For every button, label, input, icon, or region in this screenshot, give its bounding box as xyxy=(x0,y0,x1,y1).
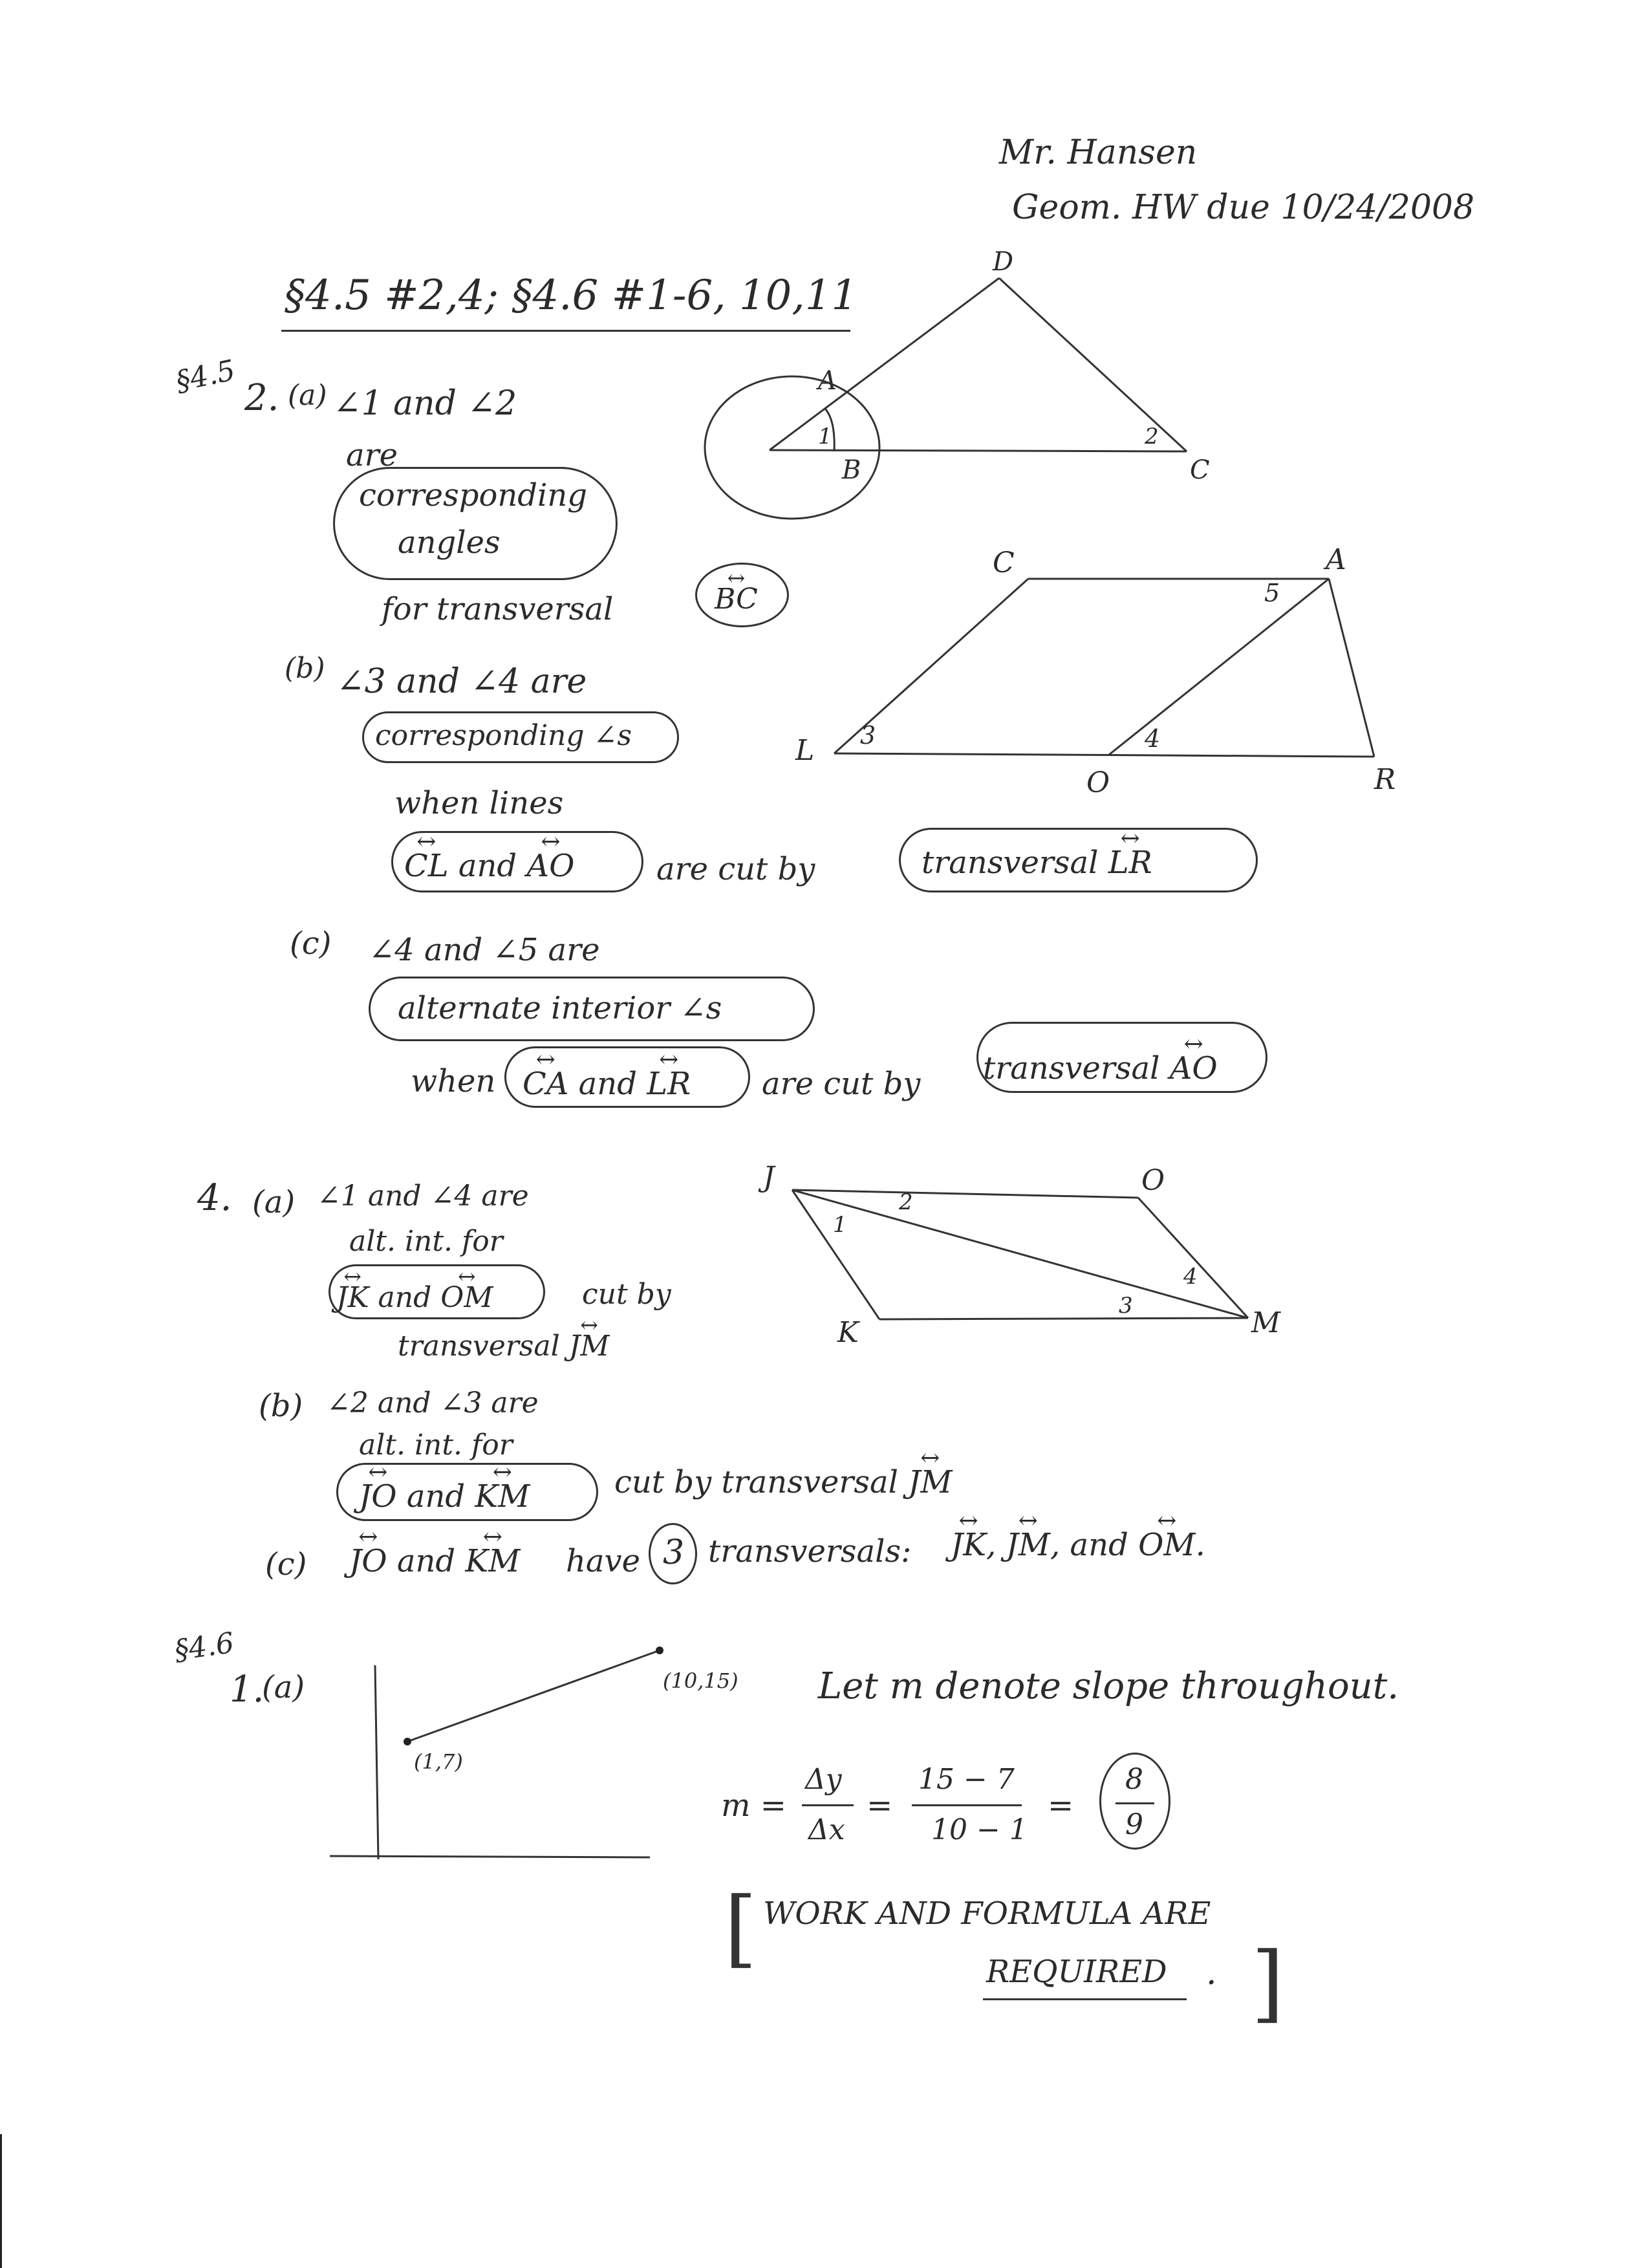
line-arrow-om: ↔ OM xyxy=(1138,1529,1196,1561)
problem-2a-line-bc xyxy=(715,585,758,614)
label-o: O xyxy=(1141,1164,1165,1197)
problem-2a-label: (a) xyxy=(288,379,327,412)
label-angle-2: 2 xyxy=(1145,424,1159,449)
segment-jk xyxy=(792,1190,879,1319)
line-arrow-jk: ↔ JK xyxy=(336,1284,369,1312)
label-a: A xyxy=(818,366,837,396)
problem-2b-transversal xyxy=(921,845,1152,881)
label-point-10-15: (10,15) xyxy=(663,1669,738,1693)
label-angle-1: 1 xyxy=(818,424,832,449)
label-angle-3: 3 xyxy=(1119,1293,1133,1319)
and-word: and xyxy=(378,1281,432,1314)
problem-4c-list: ↔ JK, ↔ JM, and ↔ OM. xyxy=(951,1529,1205,1561)
line-arrow-jm: ↔ JM xyxy=(1006,1529,1050,1561)
point-1-7 xyxy=(404,1738,411,1745)
problem-1a-label: (a) xyxy=(262,1669,305,1705)
label-j: J xyxy=(763,1161,775,1194)
slope-answer-denominator: 9 xyxy=(1125,1808,1143,1841)
fraction-bar-1 xyxy=(802,1804,854,1806)
line-arrow-lr: ↔ LR xyxy=(1108,847,1152,878)
label-angle-4: 4 xyxy=(1183,1264,1198,1290)
problem-4-number: 4. xyxy=(197,1177,232,1219)
segment-ad xyxy=(770,278,999,450)
problem-4b-lines xyxy=(359,1478,530,1515)
transversal-word: transversal xyxy=(983,1050,1160,1086)
line-arrow-jk: ↔ JK xyxy=(951,1529,986,1561)
slope-answer-numerator: 8 xyxy=(1125,1763,1143,1796)
cut-by-transversal: cut by transversal xyxy=(614,1464,898,1500)
circle xyxy=(705,376,879,519)
problem-4a-cut-by: cut by xyxy=(582,1278,671,1311)
line-arrow-jo: ↔ JO xyxy=(349,1546,387,1577)
requirement-period: . xyxy=(1206,1954,1217,1993)
line-arrow-ca: ↔ CA xyxy=(523,1068,568,1099)
figure-parallelogram xyxy=(757,1158,1326,1371)
problem-4c-label: (c) xyxy=(265,1546,307,1582)
problem-2-number: 2. xyxy=(244,377,279,419)
segment-bc xyxy=(770,450,1187,451)
label-b: B xyxy=(842,455,861,485)
slope-equals-1: = xyxy=(867,1787,893,1824)
label-angle-1: 1 xyxy=(833,1212,847,1238)
problem-1-number: 1. xyxy=(230,1669,264,1711)
line-arrow-km: ↔ KM xyxy=(465,1546,520,1577)
problem-4b-cut-by xyxy=(614,1464,953,1500)
label-m: M xyxy=(1251,1306,1281,1339)
assignment-title: §4.5 #2,4; §4.6 #1-6, 10,11 xyxy=(285,272,858,319)
label-o: O xyxy=(1086,766,1110,799)
slope-note: Let m denote slope throughout. xyxy=(818,1665,1399,1707)
course-due-date: Geom. HW due 10/24/2008 xyxy=(1012,188,1475,227)
problem-2c-label: (c) xyxy=(290,925,332,962)
requirement-line1: WORK AND FORMULA ARE xyxy=(763,1895,1211,1932)
figure-circle-triangle xyxy=(698,246,1280,504)
and-word: and xyxy=(578,1066,637,1102)
label-a: A xyxy=(1326,543,1346,576)
problem-4c-have: have xyxy=(566,1543,641,1579)
problem-2b-label: (b) xyxy=(285,652,325,685)
label-r: R xyxy=(1374,763,1396,796)
line-arrow-km: ↔ KM xyxy=(475,1481,530,1512)
problem-2a-are: are xyxy=(346,437,398,473)
problem-2c-cut-by: are cut by xyxy=(762,1066,921,1102)
and-word: and xyxy=(1070,1527,1128,1563)
slope-equals-2: = xyxy=(1048,1787,1074,1824)
problem-2b-text: ∠3 and ∠4 are xyxy=(336,662,587,701)
transversal-word: transversal xyxy=(398,1330,560,1363)
x-axis xyxy=(330,1856,650,1857)
segment-oa xyxy=(1109,579,1329,755)
and-word: and xyxy=(458,848,517,884)
problem-2a-answer-line1: corresponding xyxy=(359,477,587,513)
problem-2a-for-transversal: for transversal xyxy=(382,591,614,627)
problem-4a-transversal xyxy=(398,1332,609,1361)
teacher-name: Mr. Hansen xyxy=(999,133,1198,172)
problem-2c-lines xyxy=(523,1066,691,1102)
problem-2a-answer-line2: angles xyxy=(398,524,501,561)
problem-4a-text: ∠1 and ∠4 are xyxy=(317,1180,529,1213)
slope-dx: Δx xyxy=(808,1813,845,1846)
line-arrow-lr: ↔ LR xyxy=(647,1068,691,1099)
slope-dy: Δy xyxy=(805,1763,842,1796)
line-arrow-ao: ↔ AO xyxy=(526,850,574,881)
problem-2c-answer: alternate interior ∠s xyxy=(398,990,722,1026)
label-k: K xyxy=(837,1316,859,1349)
problem-4a-sub: alt. int. for xyxy=(349,1225,503,1258)
problem-4b-text: ∠2 and ∠3 are xyxy=(327,1387,539,1420)
problem-4b-label: (b) xyxy=(259,1388,303,1424)
line-arrow-ao: ↔ AO xyxy=(1170,1053,1218,1084)
problem-4c-lines xyxy=(349,1543,521,1579)
label-d: D xyxy=(993,247,1014,277)
problem-2c-transversal xyxy=(983,1050,1218,1086)
problem-4b-sub: alt. int. for xyxy=(359,1429,513,1462)
segment-points xyxy=(407,1650,660,1742)
figure-coordinate-graph xyxy=(323,1636,738,1869)
segment-jo xyxy=(792,1190,1138,1198)
section-4-5-label: §4.5 xyxy=(173,354,239,399)
segment-ar xyxy=(1329,579,1374,757)
problem-2b-lines xyxy=(404,848,575,884)
label-angle-4: 4 xyxy=(1145,724,1161,753)
problem-4a-label: (a) xyxy=(252,1184,296,1220)
problem-2b-answer: corresponding ∠s xyxy=(375,719,632,752)
and-word: and xyxy=(396,1543,456,1579)
label-angle-5: 5 xyxy=(1264,579,1280,607)
problem-4c-transversals: transversals: xyxy=(708,1533,912,1570)
line-arrow-om: ↔ OM xyxy=(440,1284,493,1312)
problem-2b-when-lines: when lines xyxy=(394,785,564,821)
label-angle-3: 3 xyxy=(860,721,876,750)
line-arrow-cl: ↔ CL xyxy=(404,850,449,881)
requirement-line2: REQUIRED xyxy=(986,1954,1167,1990)
problem-4c-count: 3 xyxy=(663,1533,685,1572)
label-c: C xyxy=(993,546,1015,579)
required-underline xyxy=(983,1998,1187,2000)
segment-km xyxy=(879,1318,1248,1319)
problem-4a-lines xyxy=(336,1281,493,1314)
transversal-word: transversal xyxy=(921,845,1099,881)
fraction-bar-2 xyxy=(912,1804,1022,1806)
point-10-15 xyxy=(656,1647,663,1654)
problem-2c-when: when xyxy=(411,1063,496,1099)
scan-edge-mark xyxy=(0,2134,2,2268)
and-word: and xyxy=(406,1478,466,1515)
segment-lr xyxy=(834,753,1374,757)
slope-numerator: 15 − 7 xyxy=(918,1763,1015,1796)
right-bracket: ] xyxy=(1251,1934,1284,2032)
line-arrow-bc: ↔ BC xyxy=(715,585,758,614)
fraction-bar-3 xyxy=(1116,1802,1154,1804)
label-point-1-7: (1,7) xyxy=(414,1749,463,1774)
line-arrow-jo: ↔ JO xyxy=(359,1481,397,1512)
line-arrow-jm: ↔ JM xyxy=(908,1467,952,1498)
segment-om xyxy=(1138,1198,1248,1318)
slope-denominator: 10 − 1 xyxy=(931,1813,1028,1846)
label-angle-2: 2 xyxy=(899,1189,913,1215)
section-4-6-label: §4.6 xyxy=(172,1626,237,1668)
slope-m-equals: m = xyxy=(721,1787,786,1824)
figure-trapezoid xyxy=(776,537,1423,808)
segment-jm xyxy=(792,1190,1248,1318)
problem-2a-angles: ∠1 and ∠2 xyxy=(333,384,517,423)
left-bracket: [ xyxy=(724,1879,757,1977)
label-c: C xyxy=(1190,455,1210,485)
problem-2b-cut-by: are cut by xyxy=(656,851,815,887)
y-axis xyxy=(375,1665,378,1859)
label-l: L xyxy=(795,734,815,767)
line-arrow-jm: ↔ JM xyxy=(569,1332,610,1361)
problem-2c-text: ∠4 and ∠5 are xyxy=(369,932,600,968)
